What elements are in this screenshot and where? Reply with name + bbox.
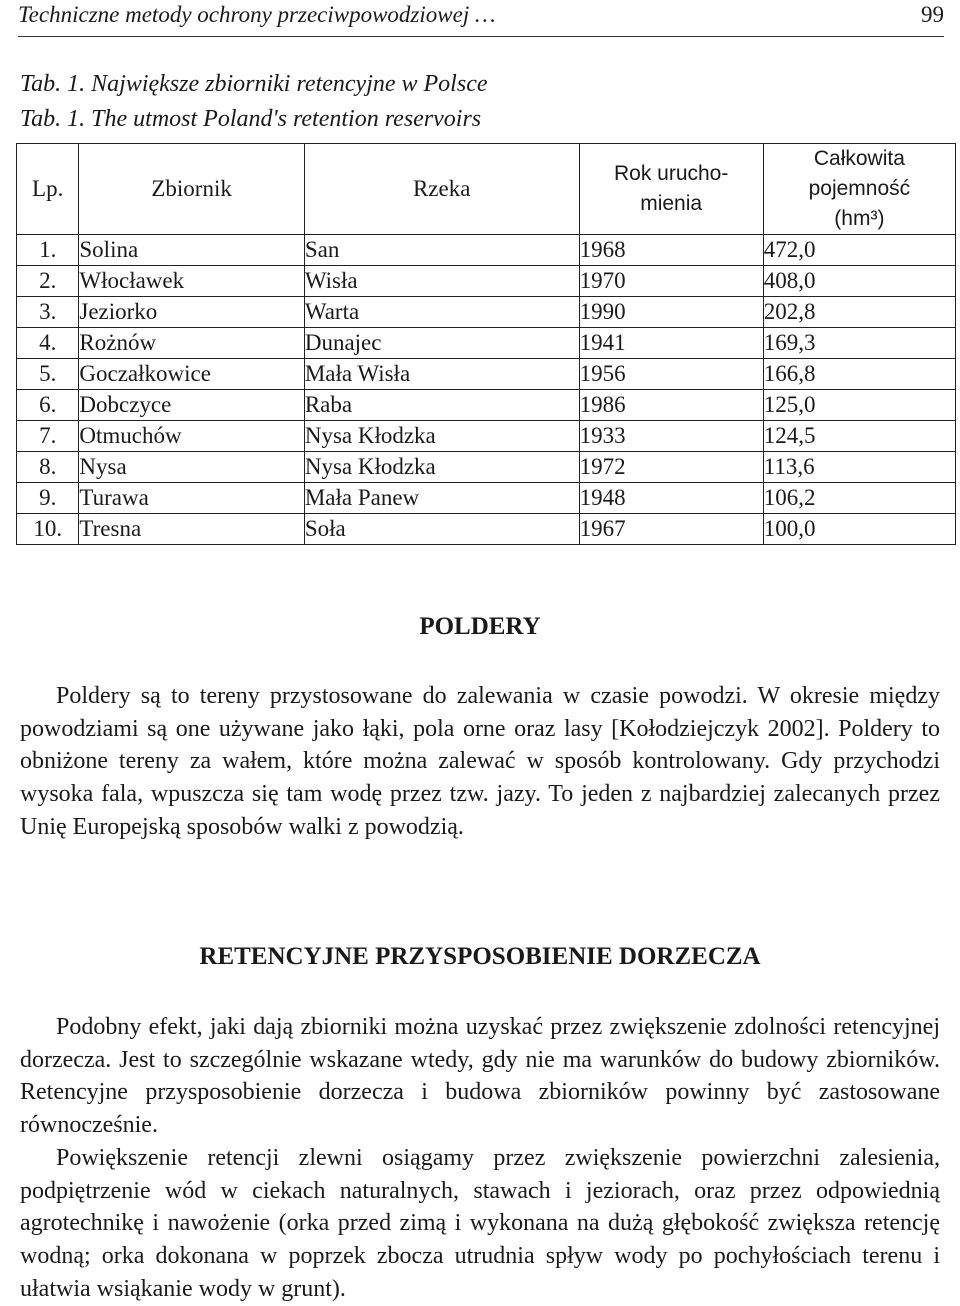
header-zbiornik: Zbiornik [79,144,304,235]
cell-rzeka: San [304,235,579,266]
table-row [17,266,956,297]
paragraph: Podobny efekt, jaki dają zbiorniki można uzyskać przez zwiększenie zdolności retencyjnej dorzecza. Jest to szczególnie wskazane wtedy, gdy nie ma warunków do budowy zbiorników. Retencyjne przysposobienie dorzecza i budowa zbiorników powinny być zastosowane równocześnie. [20,1014,940,1139]
cell-rok: 1970 [579,266,763,297]
table-caption-en: Tab. 1. The utmost Poland's retention reservoirs [20,106,482,132]
cell-rok: 1967 [579,514,763,545]
table-row [17,390,956,421]
cell-rok: 1968 [579,235,763,266]
cell-rzeka: Warta [304,297,579,328]
running-head-title: Techniczne metody ochrony przeciwpowodziowej … [18,2,496,27]
table-caption-pl: Tab. 1. Największe zbiorniki retencyjne w Polsce [20,71,488,97]
cell-lp: 2. [17,266,79,297]
table-row [17,359,956,390]
cell-zbiornik: Rożnów [79,328,304,359]
table-row [17,452,956,483]
cell-rzeka: Nysa Kłodzka [304,421,579,452]
table-row [17,421,956,452]
cell-rok: 1933 [579,421,763,452]
cell-rok: 1941 [579,328,763,359]
section-heading-retencyjne: RETENCYJNE PRZYSPOSOBIENIE DORZECZA [199,943,761,970]
cell-rok: 1990 [579,297,763,328]
running-head [18,0,944,37]
header-poj-line3: (hm³) [834,207,885,230]
table-row [17,297,956,328]
cell-rzeka: Soła [304,514,579,545]
cell-zbiornik: Dobczyce [79,390,304,421]
cell-rzeka: Mała Panew [304,483,579,514]
cell-pojemnosc: 113,6 [763,452,955,483]
paragraph: Poldery są to tereny przystosowane do zalewania w czasie powodzi. W okresie między powodziami są one używane jako łąki, pola orne oraz lasy [Kołodziejczyk 2002]. Poldery to obniżone tereny za wałem, które można zalewać w sposób kontrolowany. Gdy przychodzi wysoka fala, wpuszcza się tam wodę przez tzw. jazy. To jeden z najbardziej zalecanych przez Unię Europejską sposobów walki z powodzią. [20,683,940,840]
cell-rok: 1956 [579,359,763,390]
cell-rzeka: Mała Wisła [304,359,579,390]
header-lp: Lp. [17,144,79,235]
cell-zbiornik: Jeziorko [79,297,304,328]
table-row [17,483,956,514]
cell-zbiornik: Nysa [79,452,304,483]
cell-rok: 1986 [579,390,763,421]
cell-zbiornik: Solina [79,235,304,266]
table-row [17,235,956,266]
cell-zbiornik: Tresna [79,514,304,545]
cell-rzeka: Nysa Kłodzka [304,452,579,483]
table-header-row [17,144,956,235]
cell-zbiornik: Włocławek [79,266,304,297]
header-pojemnosc [763,144,955,235]
section-heading-poldery: POLDERY [419,613,541,640]
cell-rok: 1972 [579,452,763,483]
section-body-poldery [20,680,940,844]
cell-pojemnosc: 472,0 [763,235,955,266]
cell-lp: 10. [17,514,79,545]
header-rok-line2: mienia [640,192,703,215]
cell-lp: 7. [17,421,79,452]
cell-rzeka: Raba [304,390,579,421]
reservoirs-table [16,143,956,545]
cell-lp: 9. [17,483,79,514]
cell-lp: 4. [17,328,79,359]
cell-lp: 6. [17,390,79,421]
cell-pojemnosc: 169,3 [763,328,955,359]
cell-pojemnosc: 202,8 [763,297,955,328]
paragraph: Powiększenie retencji zlewni osiągamy przez zwiększenie powierzchni zalesienia, podpiętrzenie wód w ciekach naturalnych, stawach i jeziorach, oraz przez odpowiednią agrotechnikę i nawożenie (orka przed zimą i wykonana na dużą głębokość zwiększa retencję wodną; orka dokonana w poprzek zbocza utrudnia spływ wody po pochyłościach terenu i ułatwia wsiąkanie wody w grunt). [20,1144,940,1302]
header-poj-line2: pojemność [808,177,911,200]
header-rok-line1: Rok urucho- [613,162,729,185]
cell-lp: 3. [17,297,79,328]
cell-lp: 5. [17,359,79,390]
cell-pojemnosc: 408,0 [763,266,955,297]
cell-lp: 8. [17,452,79,483]
cell-rok: 1948 [579,483,763,514]
header-poj-line1: Całkowita [813,147,905,170]
cell-zbiornik: Turawa [79,483,304,514]
table-row [17,514,956,545]
table-row [17,328,956,359]
cell-rzeka: Dunajec [304,328,579,359]
cell-zbiornik: Goczałkowice [79,359,304,390]
cell-pojemnosc: 100,0 [763,514,955,545]
cell-pojemnosc: 106,2 [763,483,955,514]
header-rzeka: Rzeka [304,144,579,235]
cell-pojemnosc: 124,5 [763,421,955,452]
page-number: 99 [921,2,944,27]
cell-pojemnosc: 125,0 [763,390,955,421]
cell-zbiornik: Otmuchów [79,421,304,452]
cell-rzeka: Wisła [304,266,579,297]
cell-pojemnosc: 166,8 [763,359,955,390]
header-rok-uruchomienia [579,144,763,235]
cell-lp: 1. [17,235,79,266]
section-body-retencyjne [20,1011,940,1305]
